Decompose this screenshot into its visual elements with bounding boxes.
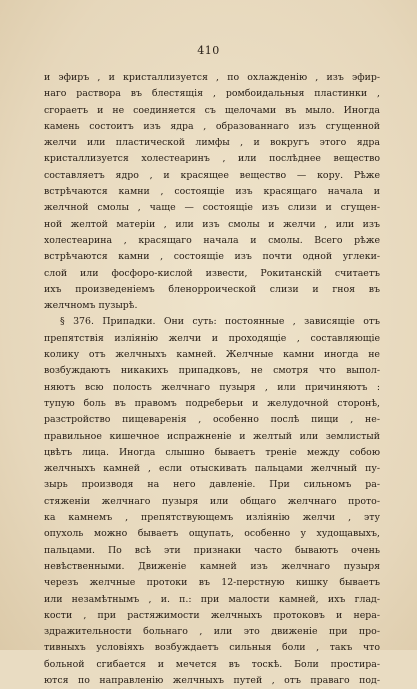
text-line: тупую боль въ правомъ подреберьи и желудочной сторонѣ, bbox=[44, 397, 380, 409]
text-line: больной сгибается и мечется въ тоскѣ. Боли простира- bbox=[44, 658, 380, 670]
text-line: зырь производя на него давленіе. При сильномъ ра- bbox=[44, 479, 380, 491]
text-line: возбуждаютъ никакихъ припадковъ, не смотря что выпол- bbox=[44, 365, 380, 377]
text-line: камень состоитъ изъ ядра , образованнаго изъ сгущенной bbox=[44, 120, 380, 132]
text-line: наго раствора въ блестящія , ромбоидальныя пластинки , bbox=[44, 88, 380, 100]
text-line: ихъ произведеніемъ бленорроической слизи и гноя въ bbox=[44, 283, 380, 295]
text-line: ка камнемъ , препятствующемъ изліянію желчи , эту bbox=[44, 512, 380, 524]
text-line: холестеарина , красящаго начала и смолы. Всего рѣже bbox=[44, 234, 380, 246]
text-line: невѣственными. Движеніе камней изъ желчнаго пузыря bbox=[44, 560, 380, 572]
text-line: препятствія изліянію желчи и проходящіе , составляющіе bbox=[44, 332, 380, 344]
text-line: § 376. Припадки. Они суть: постоянные , зависящіе отъ bbox=[60, 316, 380, 328]
text-line: слой или фосфоро-кислой извести, Рокитанскій считаетъ bbox=[44, 267, 380, 279]
text-line: тивныхъ условіяхъ возбуждаетъ сильныя боли , такъ что bbox=[44, 642, 380, 654]
text-line: опухоль можно бываетъ ощупать, особенно у худощавыхъ, bbox=[44, 528, 380, 540]
text-line: ются по направленію желчныхъ путей , отъ праваго под- bbox=[44, 674, 380, 686]
text-line: няютъ всю полость желчнаго пузыря , или причиняютъ : bbox=[44, 381, 380, 393]
text-line: кости , при растяжимости желчныхъ протоковъ и нера- bbox=[44, 609, 380, 621]
text-line: желчныхъ камней , если отыскивать пальцами желчный пу- bbox=[44, 463, 380, 475]
text-line: желчной смолы , чаще — состоящіе изъ слизи и сгущен- bbox=[44, 202, 380, 214]
text-line: цвѣтъ лица. Иногда слышно бываетъ треніе между собою bbox=[44, 446, 380, 458]
text-line: колику отъ желчныхъ камней. Желчные камни иногда не bbox=[44, 349, 380, 361]
text-line: черезъ желчные протоки въ 12-перстную кишку бываетъ bbox=[44, 577, 380, 589]
text-line: кристаллизуется холестеаринъ , или послѣднее вещество bbox=[44, 153, 380, 165]
text-line: сгораетъ и не соединяется съ щелочами въ мыло. Иногда bbox=[44, 104, 380, 116]
text-line: стяженіи желчнаго пузыря или общаго желчнаго прото- bbox=[44, 495, 380, 507]
text-line: здражительности больнаго , или это движеніе при про- bbox=[44, 626, 380, 638]
page-number: 410 bbox=[197, 44, 220, 57]
text-line: встрѣчаются камни , состоящіе изъ красящаго начала и bbox=[44, 186, 380, 198]
text-line: желчи или пластической лимфы , и вокругъ этого ядра bbox=[44, 137, 380, 149]
text-line: правильное кишечное испражненіе и желтый или землистый bbox=[44, 430, 380, 442]
text-line: пальцами. По всѣ эти признаки часто бываютъ очень bbox=[44, 544, 380, 556]
text-line: составляетъ ядро , и красящее вещество — кору. Рѣже bbox=[44, 169, 380, 181]
text-line: и эфиръ , и кристаллизуется , по охлажденію , изъ эфир- bbox=[44, 72, 380, 83]
text-line: или незамѣтнымъ , и. п.: при малости камней, ихъ глад- bbox=[44, 593, 380, 605]
text-line: разстройство пищеваренія , особенно послѣ пищи , не- bbox=[44, 414, 380, 426]
text-line: ной желтой матеріи , или изъ смолы и желчи , или изъ bbox=[44, 218, 380, 230]
text-line: встрѣчаются камни , состоящіе изъ почти одной углеки- bbox=[44, 251, 380, 263]
text-line: желчномъ пузырѣ. bbox=[44, 300, 138, 312]
body-text bbox=[44, 70, 380, 689]
